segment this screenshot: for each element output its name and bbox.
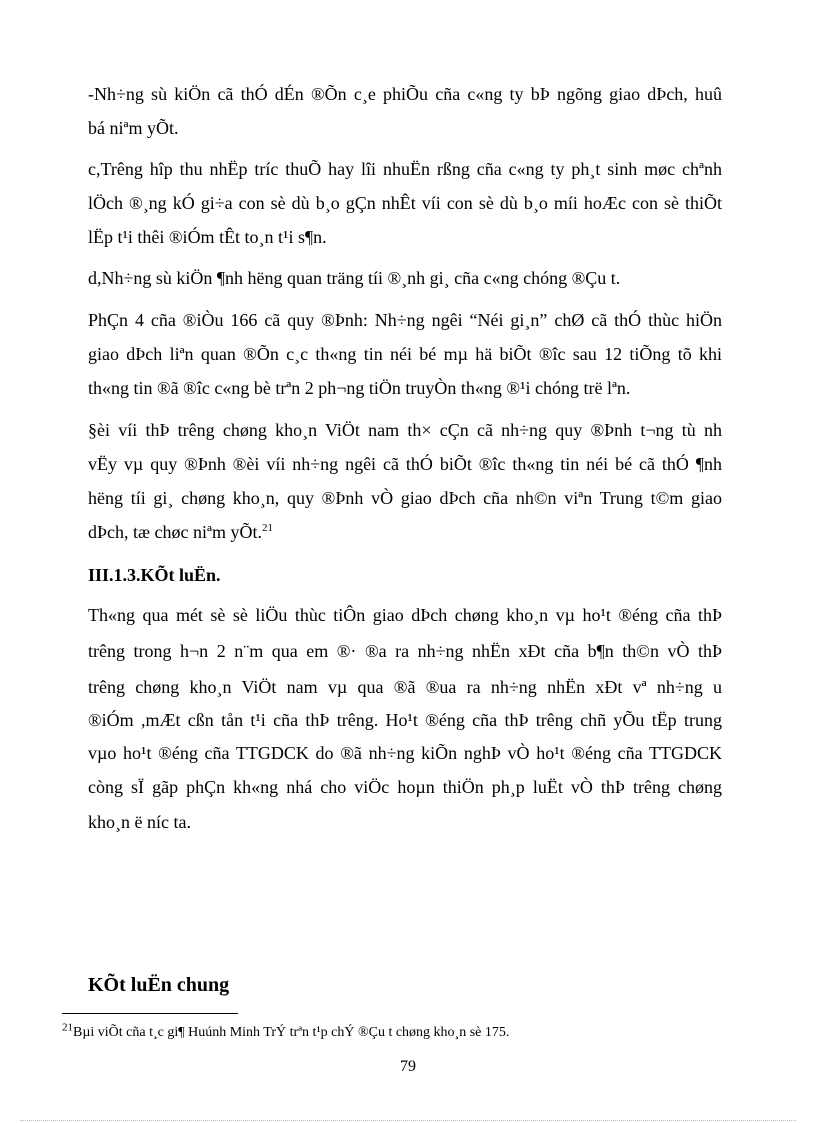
conclusion-line: kho¸n ë níc ta. bbox=[88, 812, 191, 832]
conclusion-line: ®iÓm ,mÆt cßn tån t¹i cña thÞ trêng. Ho¹t ®éng cña thÞ trêng chñ yÕu tËp trung bbox=[88, 710, 722, 730]
subsection-heading: III.1.3.KÕt luËn. bbox=[88, 565, 221, 585]
page-number: 79 bbox=[400, 1058, 416, 1075]
conclusion-line: còng sÏ gãp phÇn kh«ng nhá cho viÖc hoµn thiÖn ph¸p luËt vÒ thÞ trêng chøng bbox=[88, 777, 722, 797]
body-line-text: dÞch, tæ chøc niªm yÕt. bbox=[88, 522, 262, 542]
body-line: th«ng tin ®ã ®îc c«ng bè trªn 2 ph¬ng tiÖn truyÒn th«ng ®¹i chóng trë lªn. bbox=[88, 378, 631, 398]
body-line: d,Nh÷ng sù kiÖn ¶nh hëng quan träng tíi ®¸nh gi¸ cña c«ng chóng ®Çu t. bbox=[88, 268, 621, 288]
body-line: bá niªm yÕt. bbox=[88, 118, 179, 138]
conclusion-line: trêng trong h¬n 2 n¨m qua em ®· ®a ra nh÷ng nhËn xÐt cña b¶n th©n vÒ thÞ bbox=[88, 641, 722, 661]
conclusion-line: vµo ho¹t ®éng cña TTGDCK do ®ã nh÷ng kiÕn nghÞ vÒ ho¹t ®éng cña TTGDCK bbox=[88, 743, 722, 763]
conclusion-line: Th«ng qua mét sè sè liÖu thùc tiÔn giao dÞch chøng kho¸n vµ ho¹t ®éng cña thÞ bbox=[88, 605, 722, 625]
body-line bbox=[88, 520, 722, 544]
footnote-number: 21 bbox=[62, 1021, 73, 1034]
body-line: c,Trêng hîp thu nhËp tríc thuÕ hay lîi nhuËn rßng cña c«ng ty ph¸t sinh møc chªnh bbox=[88, 159, 722, 179]
page-bottom-border bbox=[20, 1120, 796, 1121]
footnote-divider bbox=[62, 1013, 238, 1014]
body-line: lËp t¹i thêi ®iÓm tÊt to¸n t¹i s¶n. bbox=[88, 227, 327, 247]
footnote bbox=[62, 1021, 510, 1042]
body-line: §èi víi thÞ trêng chøng kho¸n ViÖt nam th× cÇn cã nh÷ng quy ®Þnh t¬ng tù nh bbox=[88, 420, 722, 440]
body-line: lÖch ®¸ng kÓ gi÷a con sè dù b¸o gÇn nhÊt víi con sè dù b¸o míi hoÆc con sè thiÕt bbox=[88, 193, 722, 213]
body-line: giao dÞch liªn quan ®Õn c¸c th«ng tin néi bé mµ hä biÕt ®îc sau 12 tiÕng tõ khi bbox=[88, 344, 722, 364]
body-line: vËy vµ quy ®Þnh ®èi víi nh÷ng ngêi cã thÓ biÕt ®îc th«ng tin néi bé cã thÓ ¶nh bbox=[88, 454, 722, 474]
footnote-text: Bµi viÕt cña t¸c gi¶ Huúnh Minh TrÝ trªn t¹p chÝ ®Çu t chøng kho¸n sè 175. bbox=[73, 1025, 510, 1040]
body-line: -Nh÷ng sù kiÖn cã thÓ dÉn ®Õn c¸e phiÕu cña c«ng ty bÞ ngõng giao dÞch, huû bbox=[88, 84, 722, 104]
footnote-reference: 21 bbox=[261, 522, 273, 534]
body-line: PhÇn 4 cña ®iÒu 166 cã quy ®Þnh: Nh÷ng ngêi “Néi gi¸n” chØ cã thÓ thùc hiÖn bbox=[88, 310, 722, 330]
section-title: KÕt luËn chung bbox=[88, 974, 230, 996]
conclusion-line: trêng chøng kho¸n ViÖt nam vµ qua ®ã ®ua ra nh÷ng nhËn xÐt vª nh÷ng u bbox=[88, 677, 722, 697]
body-line: hëng tíi gi¸ chøng kho¸n, quy ®Þnh vÒ giao dÞch cña nh©n viªn Trung t©m giao bbox=[88, 488, 722, 508]
